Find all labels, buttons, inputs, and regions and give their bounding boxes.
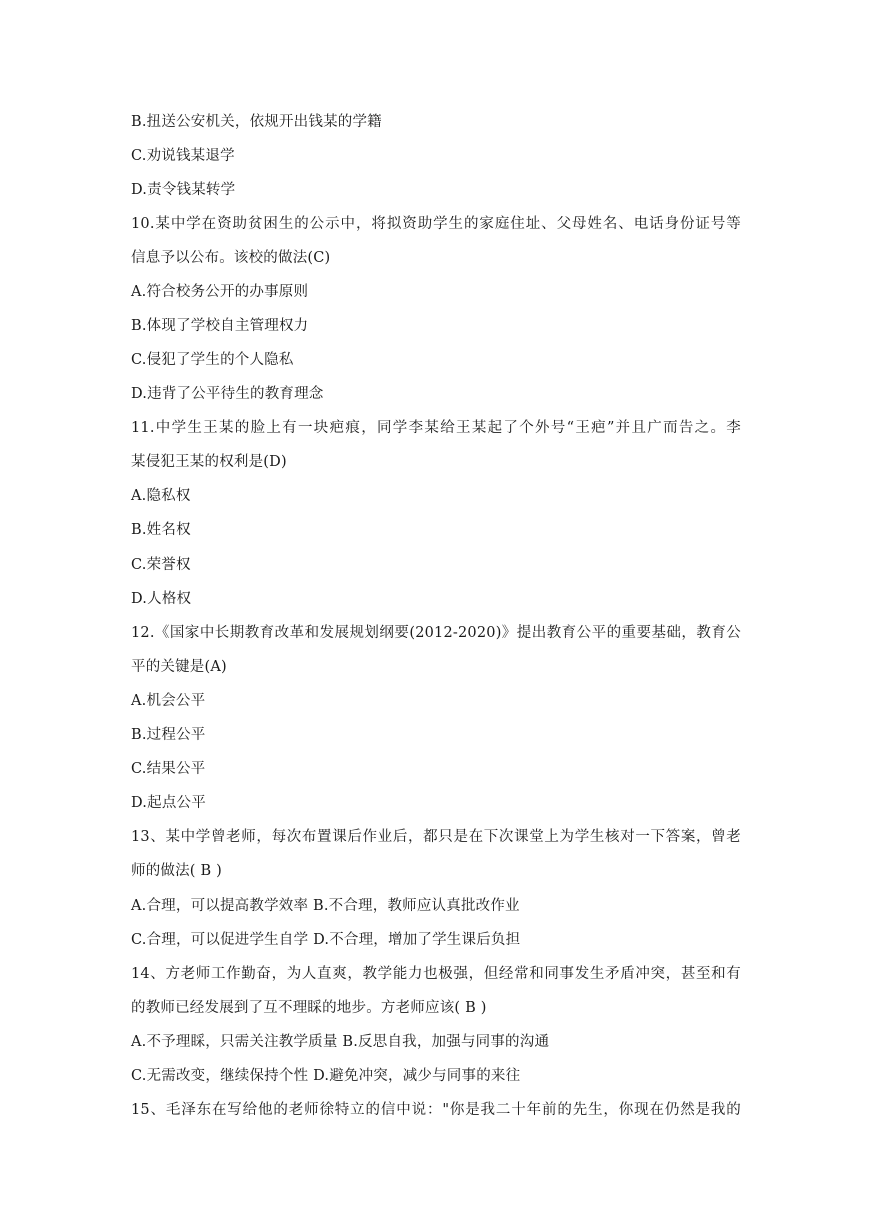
question-12-line-2: 平的关键是(A) bbox=[131, 659, 227, 675]
option-11c: C.荣誉权 bbox=[131, 557, 191, 573]
option-9d: D.责令钱某转学 bbox=[131, 182, 236, 198]
option-10c: C.侵犯了学生的个人隐私 bbox=[131, 352, 294, 368]
option-9b: B.扭送公安机关，依规开出钱某的学籍 bbox=[131, 114, 382, 130]
option-11a: A.隐私权 bbox=[131, 488, 191, 504]
option-11b: B.姓名权 bbox=[131, 522, 191, 538]
options-13cd: C.合理，可以促进学生自学 D.不合理，增加了学生课后负担 bbox=[131, 932, 521, 948]
options-13ab: A.合理，可以提高教学效率 B.不合理，教师应认真批改作业 bbox=[131, 898, 520, 914]
option-11d: D.人格权 bbox=[131, 591, 192, 607]
question-11-line-2: 某侵犯王某的权利是(D) bbox=[131, 454, 287, 470]
options-14cd: C.无需改变，继续保持个性 D.避免冲突，减少与同事的来往 bbox=[131, 1068, 521, 1084]
question-14-line-1: 14、方老师工作勤奋，为人直爽，教学能力也极强，但经常和同事发生矛盾冲突，甚至和有 bbox=[131, 966, 741, 982]
question-12-line-1: 12.《国家中长期教育改革和发展规划纲要(2012-2020)》提出教育公平的重要基础，教育公 bbox=[131, 625, 741, 641]
option-12c: C.结果公平 bbox=[131, 761, 206, 777]
question-15-line-1: 15、毛泽东在写给他的老师徐特立的信中说："你是我二十年前的先生，你现在仍然是我的 bbox=[131, 1102, 741, 1118]
option-10b: B.体现了学校自主管理权力 bbox=[131, 318, 309, 334]
question-11-line-1: 11.中学生王某的脸上有一块疤痕，同学李某给王某起了个外号“王疤”并且广而告之。李 bbox=[131, 420, 741, 436]
question-10-line-2: 信息予以公布。该校的做法(C) bbox=[131, 250, 331, 266]
question-10-line-1: 10.某中学在资助贫困生的公示中，将拟资助学生的家庭住址、父母姓名、电话身份证号等 bbox=[131, 216, 741, 232]
question-13-line-2: 师的做法( B ) bbox=[131, 863, 222, 879]
option-10d: D.违背了公平待生的教育理念 bbox=[131, 386, 324, 402]
question-13-line-1: 13、某中学曾老师，每次布置课后作业后，都只是在下次课堂上为学生核对一下答案，曾老 bbox=[131, 829, 741, 845]
option-12d: D.起点公平 bbox=[131, 795, 206, 811]
option-12b: B.过程公平 bbox=[131, 727, 206, 743]
option-9c: C.劝说钱某退学 bbox=[131, 148, 235, 164]
question-14-line-2: 的教师已经发展到了互不理睬的地步。方老师应该( B ) bbox=[131, 1000, 487, 1016]
option-10a: A.符合校务公开的办事原则 bbox=[131, 284, 309, 300]
options-14ab: A.不予理睬，只需关注教学质量 B.反思自我，加强与同事的沟通 bbox=[131, 1034, 550, 1050]
option-12a: A.机会公平 bbox=[131, 693, 206, 709]
